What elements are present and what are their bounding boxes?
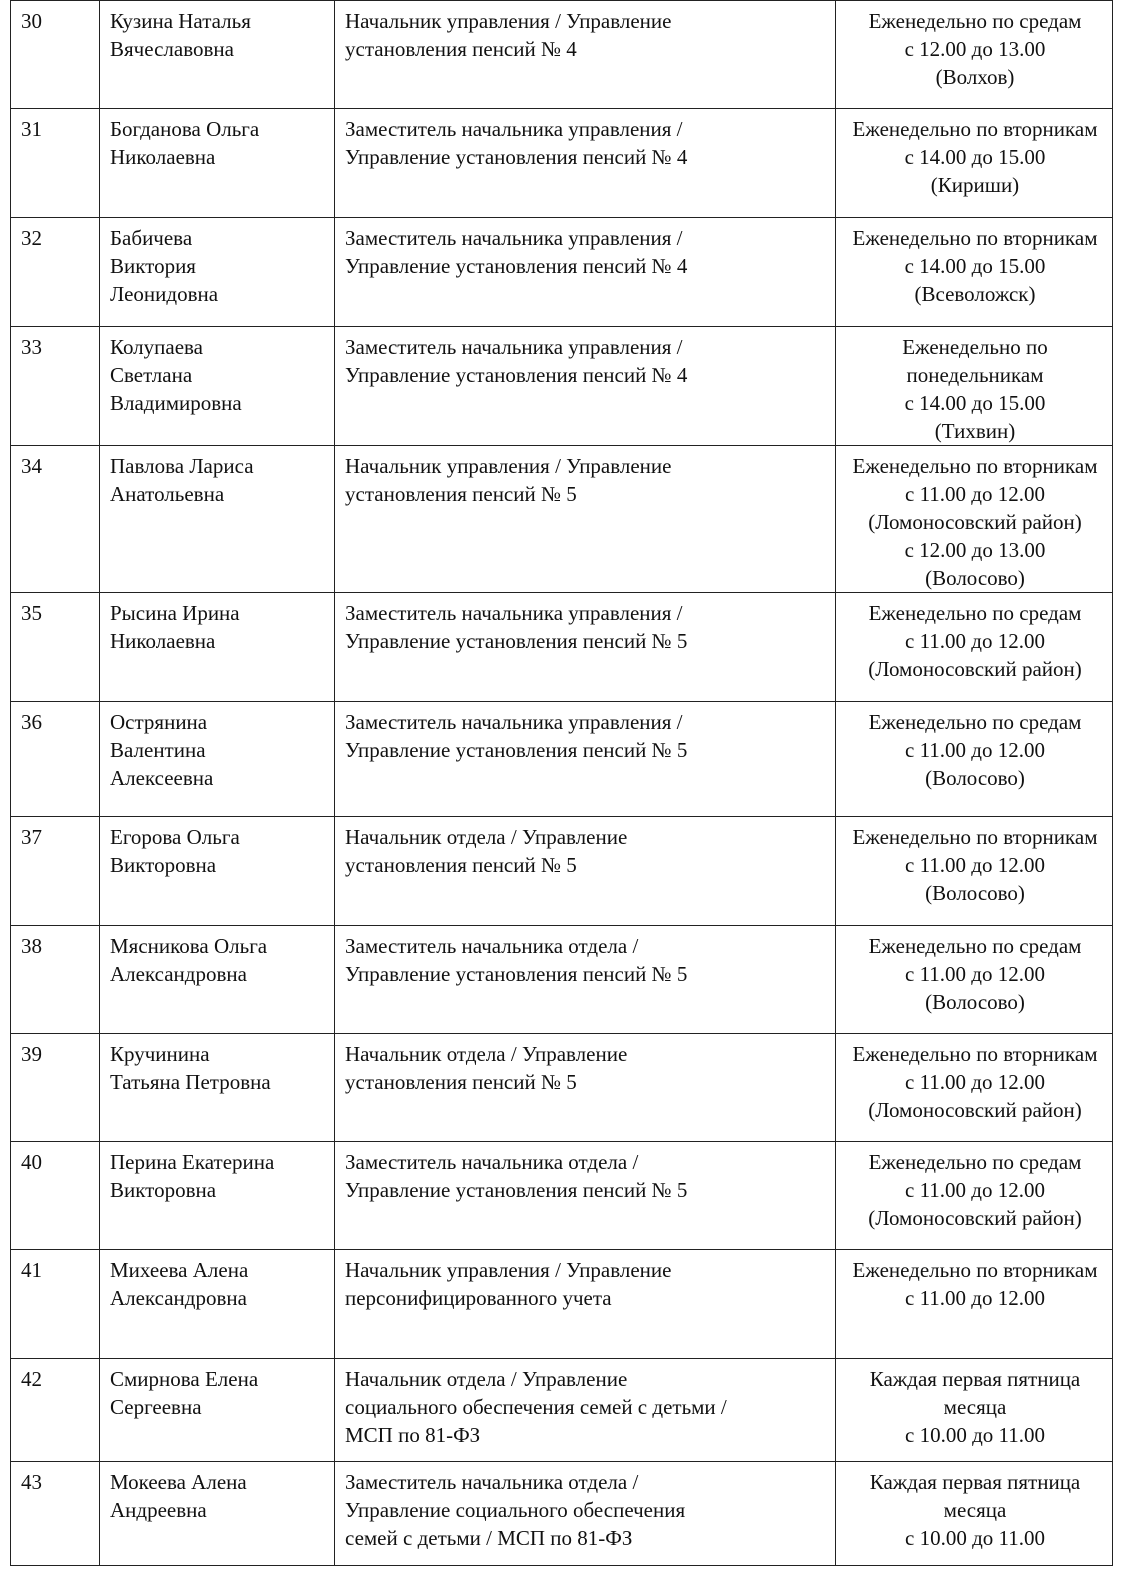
row-number: 42 xyxy=(21,1367,42,1391)
row-number-cell xyxy=(11,1250,100,1359)
employee-position-line: Начальник отдела / Управление xyxy=(345,825,628,849)
employee-position-line: семей с детьми / МСП по 81-ФЗ xyxy=(345,1526,633,1550)
row-number-cell xyxy=(11,1,100,109)
row-number-cell xyxy=(11,109,100,218)
reception-schedule-line: Еженедельно по средам xyxy=(868,9,1082,33)
employee-position-line: установления пенсий № 5 xyxy=(345,853,577,877)
employee-name-cell xyxy=(100,1250,335,1359)
reception-schedule-cell xyxy=(836,1462,1113,1566)
table-row xyxy=(11,1142,1113,1250)
employee-position-line: Управление установления пенсий № 5 xyxy=(345,962,688,986)
employee-name-cell xyxy=(100,926,335,1034)
employee-name-line: Валентина xyxy=(110,738,206,762)
row-number-cell xyxy=(11,1034,100,1142)
employee-position-cell xyxy=(335,926,836,1034)
employee-position-cell xyxy=(335,1142,836,1250)
row-number-cell xyxy=(11,702,100,817)
row-number-cell xyxy=(11,926,100,1034)
reception-schedule-line: (Ломоносовский район) xyxy=(868,1206,1082,1230)
reception-schedule-line: с 14.00 до 15.00 xyxy=(904,391,1046,415)
reception-schedule-line: (Волосово) xyxy=(925,881,1025,905)
employee-name-line: Александровна xyxy=(110,1286,247,1310)
employee-position-line: Заместитель начальника отдела / xyxy=(345,1150,639,1174)
employee-name-line: Анатольевна xyxy=(110,482,225,506)
row-number: 35 xyxy=(21,601,42,625)
reception-schedule-cell xyxy=(836,109,1113,218)
reception-schedule-line: (Волосово) xyxy=(925,566,1025,590)
reception-schedule-cell xyxy=(836,817,1113,926)
row-number: 41 xyxy=(21,1258,42,1282)
reception-schedule-line: с 14.00 до 15.00 xyxy=(904,145,1046,169)
reception-schedule-line: с 12.00 до 13.00 xyxy=(904,37,1046,61)
reception-schedule-line: с 14.00 до 15.00 xyxy=(904,254,1046,278)
reception-schedule-cell xyxy=(836,446,1113,593)
employee-name-line: Колупаева xyxy=(110,335,204,359)
employee-position-line: Управление установления пенсий № 5 xyxy=(345,1178,688,1202)
row-number: 33 xyxy=(21,335,42,359)
employee-position-line: персонифицированного учета xyxy=(345,1286,612,1310)
employee-name-line: Егорова Ольга xyxy=(110,825,240,849)
employee-position-line: Заместитель начальника управления / xyxy=(345,601,683,625)
reception-schedule-line: Каждая первая пятница xyxy=(869,1470,1081,1494)
reception-schedule-line: с 11.00 до 12.00 xyxy=(905,1178,1045,1202)
table-row xyxy=(11,926,1113,1034)
employee-name-line: Кручинина xyxy=(110,1042,210,1066)
employee-position-line: Заместитель начальника управления / xyxy=(345,335,683,359)
employee-position-cell xyxy=(335,1250,836,1359)
employee-position-line: Управление установления пенсий № 4 xyxy=(345,363,688,387)
employee-name-line: Вячеславовна xyxy=(110,37,234,61)
employee-position-cell xyxy=(335,1359,836,1462)
reception-schedule-line: Еженедельно по вторникам xyxy=(852,825,1098,849)
row-number: 39 xyxy=(21,1042,42,1066)
employee-name-line: Алексеевна xyxy=(110,766,214,790)
reception-schedule-line: Еженедельно по вторникам xyxy=(852,1258,1098,1282)
row-number-cell xyxy=(11,446,100,593)
employee-position-line: установления пенсий № 5 xyxy=(345,482,577,506)
row-number-cell xyxy=(11,1462,100,1566)
employee-position-line: Начальник управления / Управление xyxy=(345,9,672,33)
employee-name-line: Рысина Ирина xyxy=(110,601,240,625)
reception-schedule-cell xyxy=(836,1359,1113,1462)
employee-position-line: Управление установления пенсий № 5 xyxy=(345,629,688,653)
row-number: 31 xyxy=(21,117,42,141)
employee-position-line: Начальник отдела / Управление xyxy=(345,1042,628,1066)
employee-name-line: Андреевна xyxy=(110,1498,207,1522)
reception-schedule-line: с 11.00 до 12.00 xyxy=(905,629,1045,653)
reception-schedule-table xyxy=(10,0,1113,1566)
reception-schedule-cell xyxy=(836,926,1113,1034)
reception-schedule-cell xyxy=(836,593,1113,702)
employee-position-line: МСП по 81-ФЗ xyxy=(345,1423,481,1447)
employee-position-line: Управление установления пенсий № 5 xyxy=(345,738,688,762)
reception-schedule-line: месяца xyxy=(943,1395,1007,1419)
employee-name-line: Николаевна xyxy=(110,145,216,169)
table-row xyxy=(11,1250,1113,1359)
employee-position-line: Начальник управления / Управление xyxy=(345,1258,672,1282)
employee-position-line: Управление установления пенсий № 4 xyxy=(345,145,688,169)
employee-name-line: Светлана xyxy=(110,363,193,387)
reception-schedule-line: Еженедельно по средам xyxy=(868,601,1082,625)
employee-position-cell xyxy=(335,218,836,327)
reception-schedule-line: месяца xyxy=(943,1498,1007,1522)
reception-schedule-line: Еженедельно по средам xyxy=(868,1150,1082,1174)
reception-schedule-cell xyxy=(836,1250,1113,1359)
employee-name-cell xyxy=(100,446,335,593)
row-number-cell xyxy=(11,1142,100,1250)
employee-name-line: Острянина xyxy=(110,710,208,734)
employee-name-cell xyxy=(100,817,335,926)
employee-name-cell xyxy=(100,702,335,817)
row-number-cell xyxy=(11,1359,100,1462)
row-number: 32 xyxy=(21,226,42,250)
row-number: 30 xyxy=(21,9,42,33)
table-row xyxy=(11,702,1113,817)
employee-name-line: Татьяна Петровна xyxy=(110,1070,271,1094)
row-number-cell xyxy=(11,817,100,926)
employee-name-line: Мокеева Алена xyxy=(110,1470,247,1494)
reception-schedule-line: (Ломоносовский район) xyxy=(868,657,1082,681)
row-number-cell xyxy=(11,218,100,327)
employee-name-line: Михеева Алена xyxy=(110,1258,249,1282)
table-row xyxy=(11,1034,1113,1142)
row-number-cell xyxy=(11,593,100,702)
reception-schedule-line: Еженедельно по вторникам xyxy=(852,1042,1098,1066)
employee-name-cell xyxy=(100,218,335,327)
employee-position-line: Начальник управления / Управление xyxy=(345,454,672,478)
row-number: 43 xyxy=(21,1470,42,1494)
reception-schedule-line: с 11.00 до 12.00 xyxy=(905,962,1045,986)
employee-name-line: Александровна xyxy=(110,962,247,986)
reception-schedule-line: Еженедельно по xyxy=(902,335,1048,359)
employee-name-cell xyxy=(100,1142,335,1250)
employee-name-line: Бабичева xyxy=(110,226,193,250)
employee-name-line: Сергеевна xyxy=(110,1395,202,1419)
employee-name-line: Смирнова Елена xyxy=(110,1367,259,1391)
reception-schedule-line: Каждая первая пятница xyxy=(869,1367,1081,1391)
employee-position-cell xyxy=(335,817,836,926)
row-number: 37 xyxy=(21,825,42,849)
employee-name-line: Владимировна xyxy=(110,391,242,415)
reception-schedule-cell xyxy=(836,327,1113,446)
employee-name-cell xyxy=(100,109,335,218)
employee-name-line: Николаевна xyxy=(110,629,216,653)
employee-name-cell xyxy=(100,1,335,109)
reception-schedule-line: с 10.00 до 11.00 xyxy=(905,1423,1045,1447)
reception-schedule-line: с 12.00 до 13.00 xyxy=(904,538,1046,562)
employee-name-cell xyxy=(100,593,335,702)
reception-schedule-line: (Волосово) xyxy=(925,990,1025,1014)
table-row xyxy=(11,1359,1113,1462)
employee-name-cell xyxy=(100,1462,335,1566)
reception-schedule-cell xyxy=(836,702,1113,817)
employee-position-line: установления пенсий № 4 xyxy=(345,37,577,61)
employee-name-cell xyxy=(100,327,335,446)
row-number: 36 xyxy=(21,710,42,734)
employee-position-line: Заместитель начальника отдела / xyxy=(345,934,639,958)
table-row xyxy=(11,446,1113,593)
reception-schedule-line: с 11.00 до 12.00 xyxy=(905,1070,1045,1094)
employee-name-line: Мясникова Ольга xyxy=(110,934,268,958)
employee-position-cell xyxy=(335,109,836,218)
employee-name-cell xyxy=(100,1359,335,1462)
reception-schedule-cell xyxy=(836,1142,1113,1250)
employee-position-line: Управление социального обеспечения xyxy=(345,1498,686,1522)
reception-schedule-cell xyxy=(836,1034,1113,1142)
employee-name-line: Викторовна xyxy=(110,853,217,877)
reception-schedule-cell xyxy=(836,218,1113,327)
table-row xyxy=(11,218,1113,327)
employee-name-line: Викторовна xyxy=(110,1178,217,1202)
employee-name-line: Виктория xyxy=(110,254,196,278)
employee-position-line: Заместитель начальника отдела / xyxy=(345,1470,639,1494)
employee-name-line: Перина Екатерина xyxy=(110,1150,275,1174)
reception-schedule-line: Еженедельно по средам xyxy=(868,934,1082,958)
reception-schedule-line: (Тихвин) xyxy=(934,419,1016,443)
employee-position-line: Заместитель начальника управления / xyxy=(345,710,683,734)
reception-schedule-line: (Кириши) xyxy=(930,173,1020,197)
employee-position-line: Управление установления пенсий № 4 xyxy=(345,254,688,278)
row-number: 38 xyxy=(21,934,42,958)
table-row xyxy=(11,593,1113,702)
reception-schedule-line: понедельникам xyxy=(906,363,1044,387)
table-row xyxy=(11,1,1113,109)
reception-schedule-line: (Волхов) xyxy=(935,65,1015,89)
table-row xyxy=(11,1462,1113,1566)
row-number: 40 xyxy=(21,1150,42,1174)
employee-position-line: Заместитель начальника управления / xyxy=(345,226,683,250)
employee-name-cell xyxy=(100,1034,335,1142)
reception-schedule-line: (Волосово) xyxy=(925,766,1025,790)
employee-position-cell xyxy=(335,1034,836,1142)
employee-position-line: социального обеспечения семей с детьми / xyxy=(345,1395,727,1419)
table-row xyxy=(11,109,1113,218)
reception-schedule-line: Еженедельно по вторникам xyxy=(852,117,1098,141)
reception-schedule-line: Еженедельно по средам xyxy=(868,710,1082,734)
table-row xyxy=(11,817,1113,926)
employee-name-line: Павлова Лариса xyxy=(110,454,254,478)
employee-position-line: установления пенсий № 5 xyxy=(345,1070,577,1094)
employee-position-line: Заместитель начальника управления / xyxy=(345,117,683,141)
employee-position-cell xyxy=(335,593,836,702)
reception-schedule-line: Еженедельно по вторникам xyxy=(852,454,1098,478)
reception-schedule-line: (Всеволожск) xyxy=(914,282,1036,306)
row-number-cell xyxy=(11,327,100,446)
reception-schedule-line: с 11.00 до 12.00 xyxy=(905,1286,1045,1310)
reception-schedule-line: с 11.00 до 12.00 xyxy=(905,738,1045,762)
reception-schedule-line: Еженедельно по вторникам xyxy=(852,226,1098,250)
reception-schedule-cell xyxy=(836,1,1113,109)
reception-schedule-line: с 10.00 до 11.00 xyxy=(905,1526,1045,1550)
employee-position-cell xyxy=(335,327,836,446)
table-row xyxy=(11,327,1113,446)
employee-position-line: Начальник отдела / Управление xyxy=(345,1367,628,1391)
employee-name-line: Богданова Ольга xyxy=(110,117,260,141)
reception-schedule-line: с 11.00 до 12.00 xyxy=(905,853,1045,877)
employee-name-line: Кузина Наталья xyxy=(110,9,251,33)
reception-schedule-line: с 11.00 до 12.00 xyxy=(905,482,1045,506)
reception-schedule-line: (Ломоносовский район) xyxy=(868,1098,1082,1122)
reception-schedule-line: (Ломоносовский район) xyxy=(868,510,1082,534)
employee-position-cell xyxy=(335,446,836,593)
row-number: 34 xyxy=(21,454,42,478)
employee-position-cell xyxy=(335,1462,836,1566)
employee-position-cell xyxy=(335,702,836,817)
employee-name-line: Леонидовна xyxy=(110,282,219,306)
employee-position-cell xyxy=(335,1,836,109)
